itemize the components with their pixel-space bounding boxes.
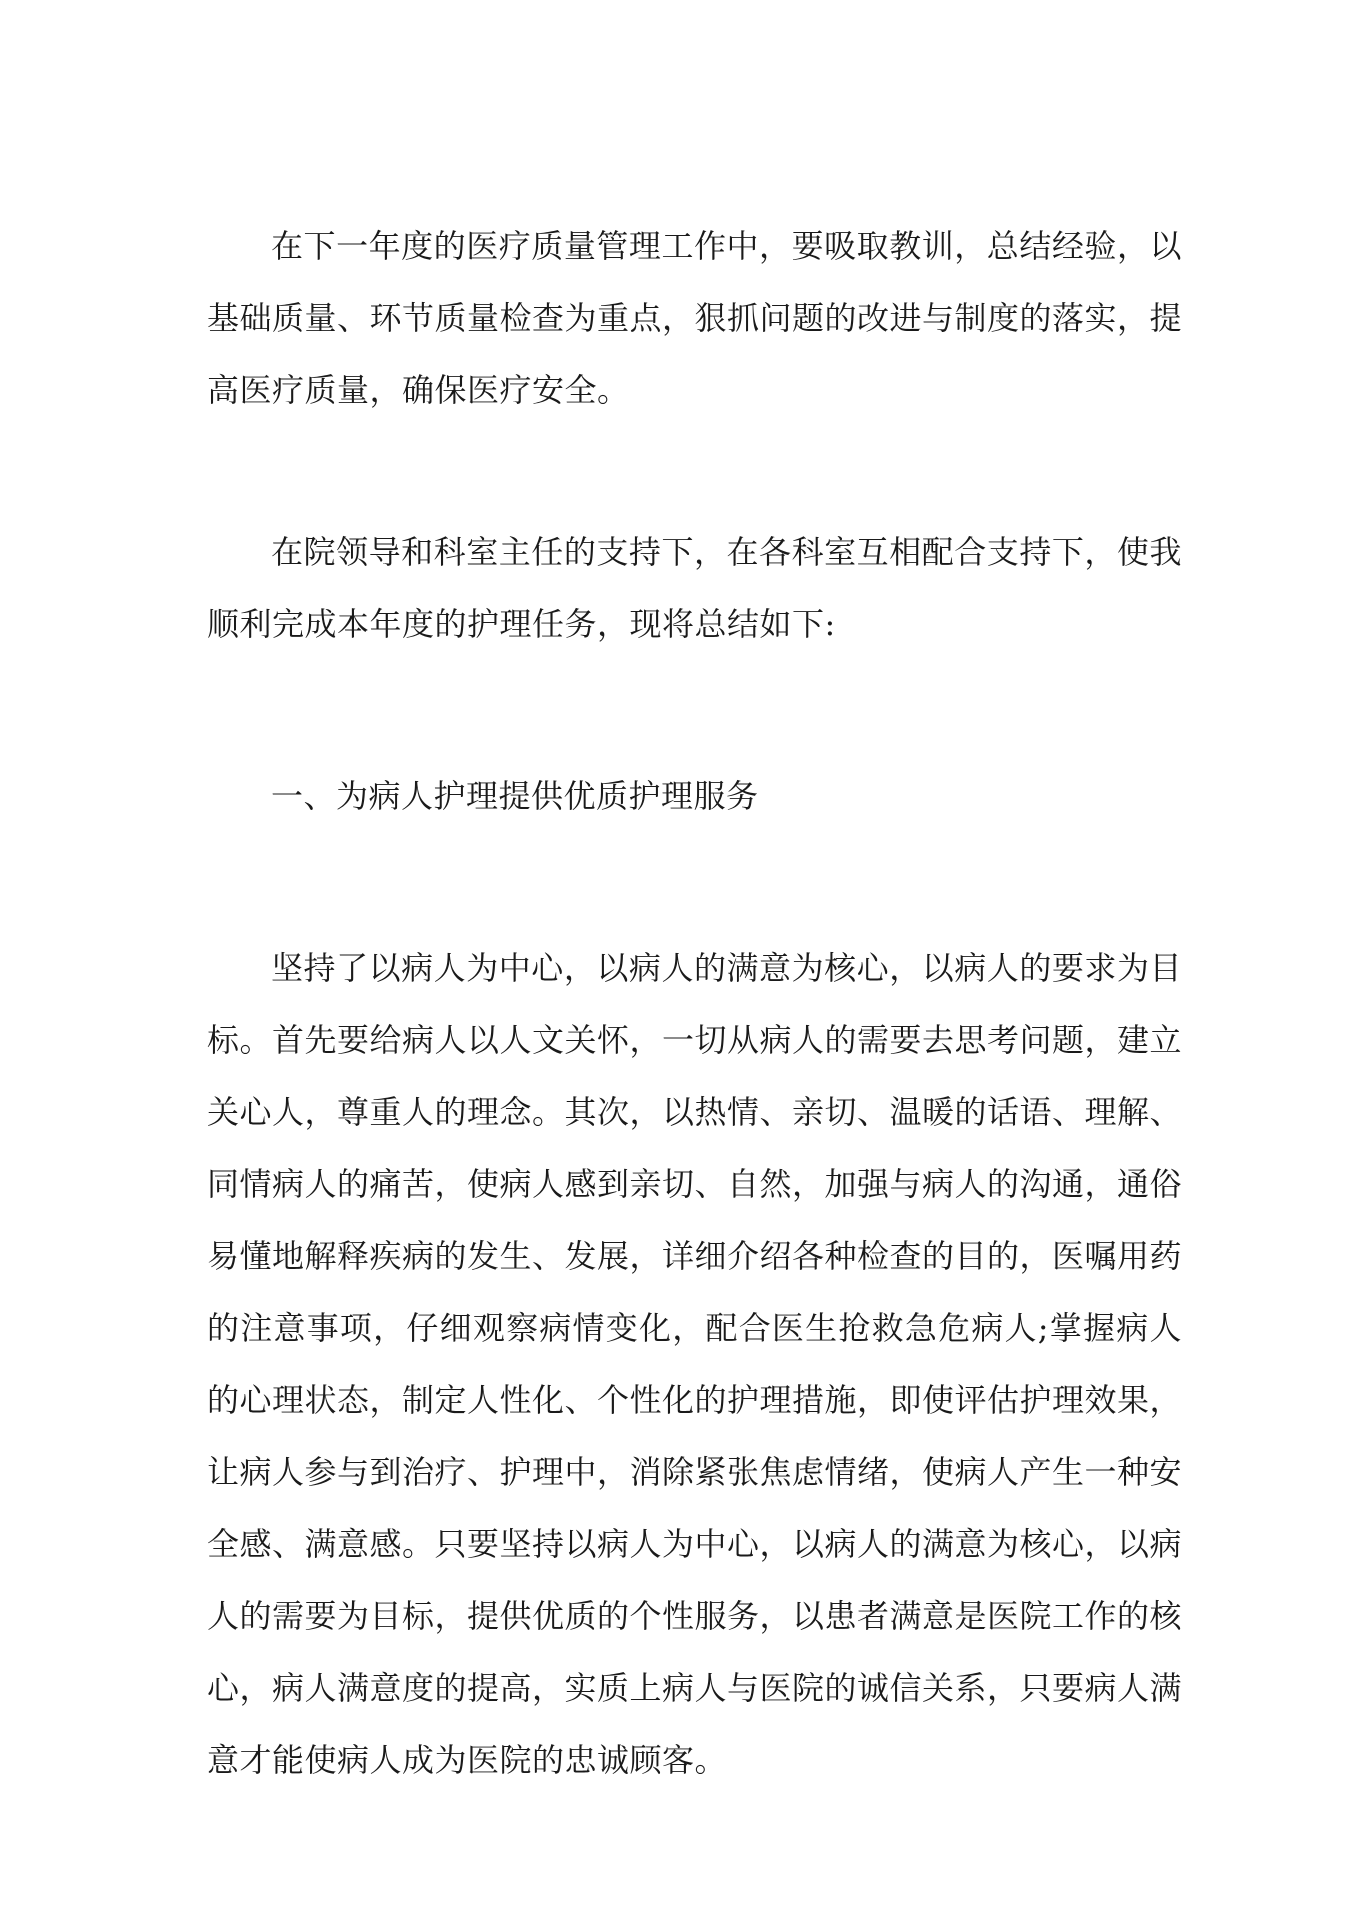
paragraph-quality-management: 在下一年度的医疗质量管理工作中，要吸取教训，总结经验，以基础质量、环节质量检查为重点，狠抓问题的改进与制度的落实，提高医疗质量，确保医疗安全。 (207, 227, 1183, 409)
document-body (207, 210, 1182, 1796)
paragraph-nursing-intro: 在院领导和科室主任的支持下，在各科室互相配合支持下，使我顺利完成本年度的护理任务，现将总结如下: (207, 533, 1182, 643)
paragraph-patient-centered: 坚持了以病人为中心，以病人的满意为核心，以病人的要求为目标。首先要给病人以人文关怀，一切从病人的需要去思考问题，建立关心人，尊重人的理念。其次，以热情、亲切、温暖的话语、理解、同情病人的痛苦，使病人感到亲切、自然，加强与病人的沟通，通俗易懂地解释疾病的发生、发展，详细介绍各种检查的目的，医嘱用药的注意事项，仔细观察病情变化，配合医生抢救急危病人;掌握病人的心理状态，制定人性化、个性化的护理措施，即使评估护理效果，让病人参与到治疗、护理中，消除紧张焦虑情绪，使病人产生一种安全感、满意感。只要坚持以病人为中心，以病人的满意为核心，以病人的需要为目标，提供优质的个性服务，以患者满意是医院工作的核心，病人满意度的提高，实质上病人与医院的诚信关系，只要病人满意才能使病人成为医院的忠诚顾客。 (207, 949, 1183, 1779)
section-heading-quality-service: 一、为病人护理提供优质护理服务 (271, 777, 759, 815)
